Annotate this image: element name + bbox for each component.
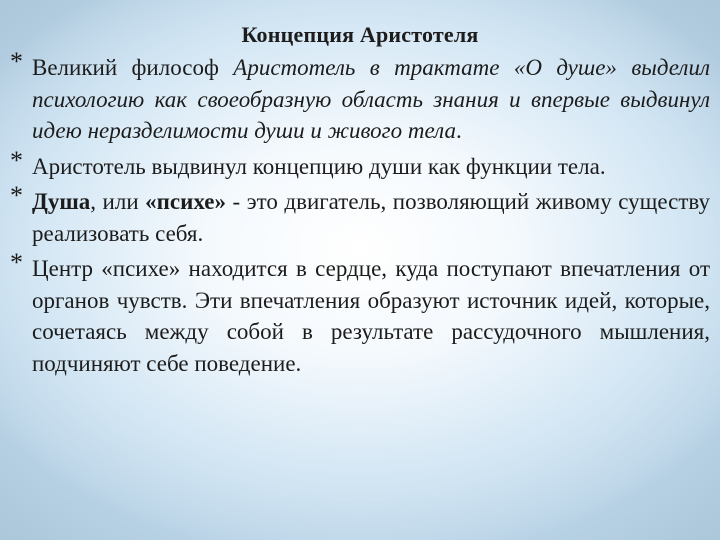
paragraph-3	[10, 181, 710, 249]
paragraph-3-rest: - это двигатель, позволяющий живому существу реализовать себя.	[32, 189, 710, 246]
slide-body	[10, 47, 710, 383]
bullet-asterisk-icon: *	[10, 181, 23, 210]
term-dusha: Душа	[32, 189, 91, 214]
bullet-asterisk-icon: *	[10, 248, 23, 277]
term-psyche: «психе»	[145, 189, 227, 214]
bullet-asterisk-icon: *	[10, 145, 23, 175]
paragraph-2-text: Аристотель выдвинул концепцию души как функции тела.	[32, 153, 606, 179]
paragraph-4	[10, 248, 710, 379]
paragraph-1-end: .	[455, 118, 462, 143]
paragraph-4-text: Центр «психе» находится в сердце, куда поступают впечатления от органов чувств. Эти впечатления образуют источник идей, которые, сочетаясь между собой в результате рассудочного мышления, подчиняют себе поведение.	[32, 256, 710, 376]
paragraph-1-lead: Великий философ	[32, 55, 234, 80]
paragraph-1	[10, 47, 710, 147]
slide-title: Концепция Аристотеля	[241, 22, 479, 47]
bullet-asterisk-icon: *	[10, 47, 23, 76]
paragraph-3-mid: , или	[90, 189, 146, 214]
paragraph-1-italic: Аристотель в трактате «О душе» выделил психологию как своеобразную область знания и впервые выдвинул идею неразделимости души и живого тела	[32, 55, 710, 143]
paragraph-2	[10, 145, 710, 183]
